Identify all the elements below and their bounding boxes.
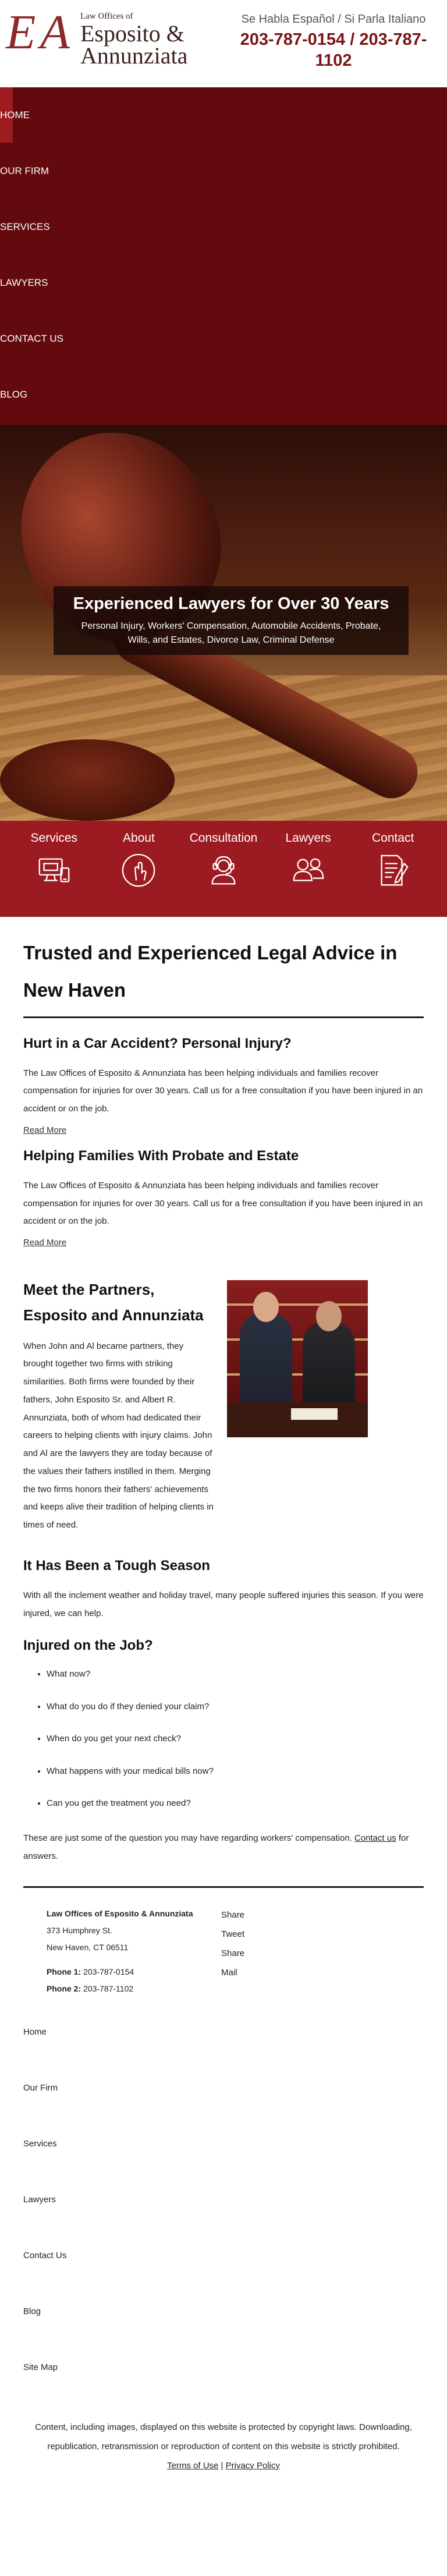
firm-logo[interactable] (6, 5, 215, 72)
privacy-policy-link[interactable]: Privacy Policy (225, 2460, 280, 2471)
logo-small-text: Law Offices of (80, 12, 133, 21)
header-phones[interactable]: 203-787-0154 / 203-787-1102 (240, 30, 427, 70)
section-title-car-accident: Hurt in a Car Accident? Personal Injury? (23, 1035, 292, 1051)
phone-1-label: Phone 1: (47, 1967, 81, 1977)
footer-info (0, 1888, 447, 1997)
nav-contact-us[interactable]: CONTACT US (0, 333, 63, 344)
nav-our-firm[interactable]: OUR FIRM (0, 165, 49, 176)
hero-sound-block (0, 739, 175, 821)
partners-text-block (23, 1277, 215, 1535)
quick-link-services[interactable] (16, 831, 92, 917)
share-links (221, 1905, 244, 1997)
nav-services[interactable]: SERVICES (0, 221, 50, 232)
nav-home[interactable]: HOME (0, 109, 30, 121)
terms-of-use-link[interactable]: Terms of Use (167, 2460, 219, 2471)
photo-desk (227, 1402, 368, 1437)
photo-book (291, 1408, 338, 1420)
quick-links-bar (0, 821, 447, 917)
partners-photo (227, 1280, 368, 1437)
hero-title: Experienced Lawyers for Over 30 Years (73, 594, 389, 613)
quick-link-lawyers[interactable] (271, 831, 346, 917)
hero-banner (0, 425, 447, 821)
quick-link-about[interactable] (101, 831, 176, 917)
job-question-list (47, 1668, 424, 1810)
quick-link-contact[interactable] (355, 831, 431, 917)
language-note: Se Habla Español / Si Parla Italiano (241, 13, 426, 26)
main-content (0, 917, 447, 1260)
copyright-text: Content, including images, displayed on this website is protected by copyright laws. Downloading, republication, retransmission or reproduction of content on this website is strictly prohibited. (35, 2422, 412, 2451)
quick-link-label: Consultation (189, 831, 258, 845)
share-tweet-link[interactable]: Tweet (221, 1929, 245, 1940)
footer-nav-our-firm[interactable]: Our Firm (23, 2082, 58, 2093)
headset-icon (205, 852, 242, 888)
footer-nav-contact-us[interactable]: Contact Us (23, 2250, 67, 2260)
section-text-car-accident: The Law Offices of Esposito & Annunziata has been helping individuals and families recover compensation for injuries for over 30 years. Call us for a free consultation if you have been injured in an accident or on the job. (23, 1068, 423, 1114)
job-closing (23, 1830, 424, 1866)
read-more-link-2[interactable]: Read More (23, 1238, 67, 1248)
list-item: • Can you get the treatment you need? (47, 1797, 424, 1810)
share-mail-link[interactable]: Mail (221, 1968, 237, 1978)
job-closing-text: These are just some of the question you may have regarding workers' compensation. (23, 1833, 354, 1843)
season-title: It Has Been a Tough Season (23, 1557, 210, 1574)
share-facebook-link[interactable]: Share (221, 1910, 245, 1921)
footer-separator: | (218, 2460, 226, 2471)
phone-2-number[interactable]: 203-787-1102 (83, 1984, 134, 1994)
logo-line-2: Annunziata (80, 42, 188, 69)
hand-pointer-icon (120, 852, 157, 888)
main-nav (0, 87, 447, 425)
section-title-probate: Helping Families With Probate and Estate (23, 1147, 299, 1164)
job-closing-end: for answers. (23, 1833, 409, 1861)
job-title: Injured on the Job? (23, 1638, 153, 1654)
list-item: • When do you get your next check? (47, 1732, 424, 1746)
job-section (0, 1622, 447, 1865)
divider (23, 1016, 424, 1018)
season-text: With all the inclement weather and holiday travel, many people suffered injuries this season. If you were injured, we can help. (23, 1590, 424, 1618)
page-title: Trusted and Experienced Legal Advice in New Haven (23, 942, 398, 1001)
logo-monogram: E A (6, 5, 67, 59)
partners-title: Meet the Partners, Esposito and Annunziata (23, 1281, 204, 1324)
share-linkedin-link[interactable]: Share (221, 1948, 245, 1959)
document-icon (375, 852, 411, 888)
footer-nav (0, 1997, 447, 2418)
copyright-notice (0, 2418, 447, 2475)
phone-1-number[interactable]: 203-787-0154 (83, 1967, 134, 1977)
footer-firm-name: Law Offices of Esposito & Annunziata (47, 1909, 193, 1919)
quick-link-label: Services (30, 831, 78, 845)
monitor-icon (36, 852, 72, 888)
nav-blog[interactable]: BLOG (0, 389, 28, 400)
quick-link-label: Contact (371, 831, 414, 845)
quick-link-consultation[interactable] (186, 831, 261, 917)
quick-link-label: About (122, 831, 155, 845)
list-item: • What now? (47, 1668, 424, 1681)
read-more-link-1[interactable]: Read More (23, 1125, 67, 1135)
site-header (0, 0, 447, 87)
logo-line-1: Esposito & (80, 20, 185, 47)
nav-lawyers[interactable]: LAWYERS (0, 277, 48, 288)
footer-address (47, 1905, 221, 1997)
footer-nav-blog[interactable]: Blog (23, 2306, 41, 2316)
footer-nav-home[interactable]: Home (23, 2026, 47, 2037)
partners-section (0, 1260, 447, 1535)
section-text-probate: The Law Offices of Esposito & Annunziata has been helping individuals and families recover compensation for injuries for over 30 years. Call us for a free consultation if you have been injured in an accident or on the job. (23, 1180, 423, 1227)
contact-us-link[interactable]: Contact us (354, 1833, 396, 1843)
hero-subtitle: Personal Injury, Workers' Compensation, Automobile Accidents, Probate, Wills, and Estates, Divorce Law, Criminal Defense (81, 621, 381, 645)
footer-street: 373 Humphrey St. (47, 1926, 112, 1935)
footer-nav-site-map[interactable]: Site Map (23, 2362, 58, 2372)
footer-phone-2 (47, 1980, 221, 1997)
season-section (0, 1535, 447, 1623)
list-item: • What happens with your medical bills now? (47, 1765, 424, 1778)
footer-nav-lawyers[interactable]: Lawyers (23, 2194, 56, 2205)
people-icon (290, 852, 327, 888)
footer-nav-services[interactable]: Services (23, 2138, 57, 2149)
quick-link-label: Lawyers (285, 831, 331, 845)
photo-head-right (316, 1301, 342, 1331)
photo-head-left (253, 1292, 279, 1322)
list-item: • What do you do if they denied your claim? (47, 1700, 424, 1714)
footer-city: New Haven, CT 06511 (47, 1942, 129, 1952)
footer-phone-1 (47, 1964, 221, 1980)
phone-2-label: Phone 2: (47, 1984, 81, 1994)
photo-shelf (227, 1303, 368, 1306)
hero-caption (54, 586, 409, 655)
partners-text: When John and Al became partners, they brought together two firms with striking similarities. Both firms were founded by their fathers, John Esposito Sr. and Albert R. Annunziata, both of whom had dedicated their careers to helping clients with injury claims. John and Al are the lawyers they are today because of the values their fathers instilled in them. Merging the two firms honors their fathers' achievements and keeps alive their tradition of helping clients in times of need. (23, 1341, 214, 1530)
